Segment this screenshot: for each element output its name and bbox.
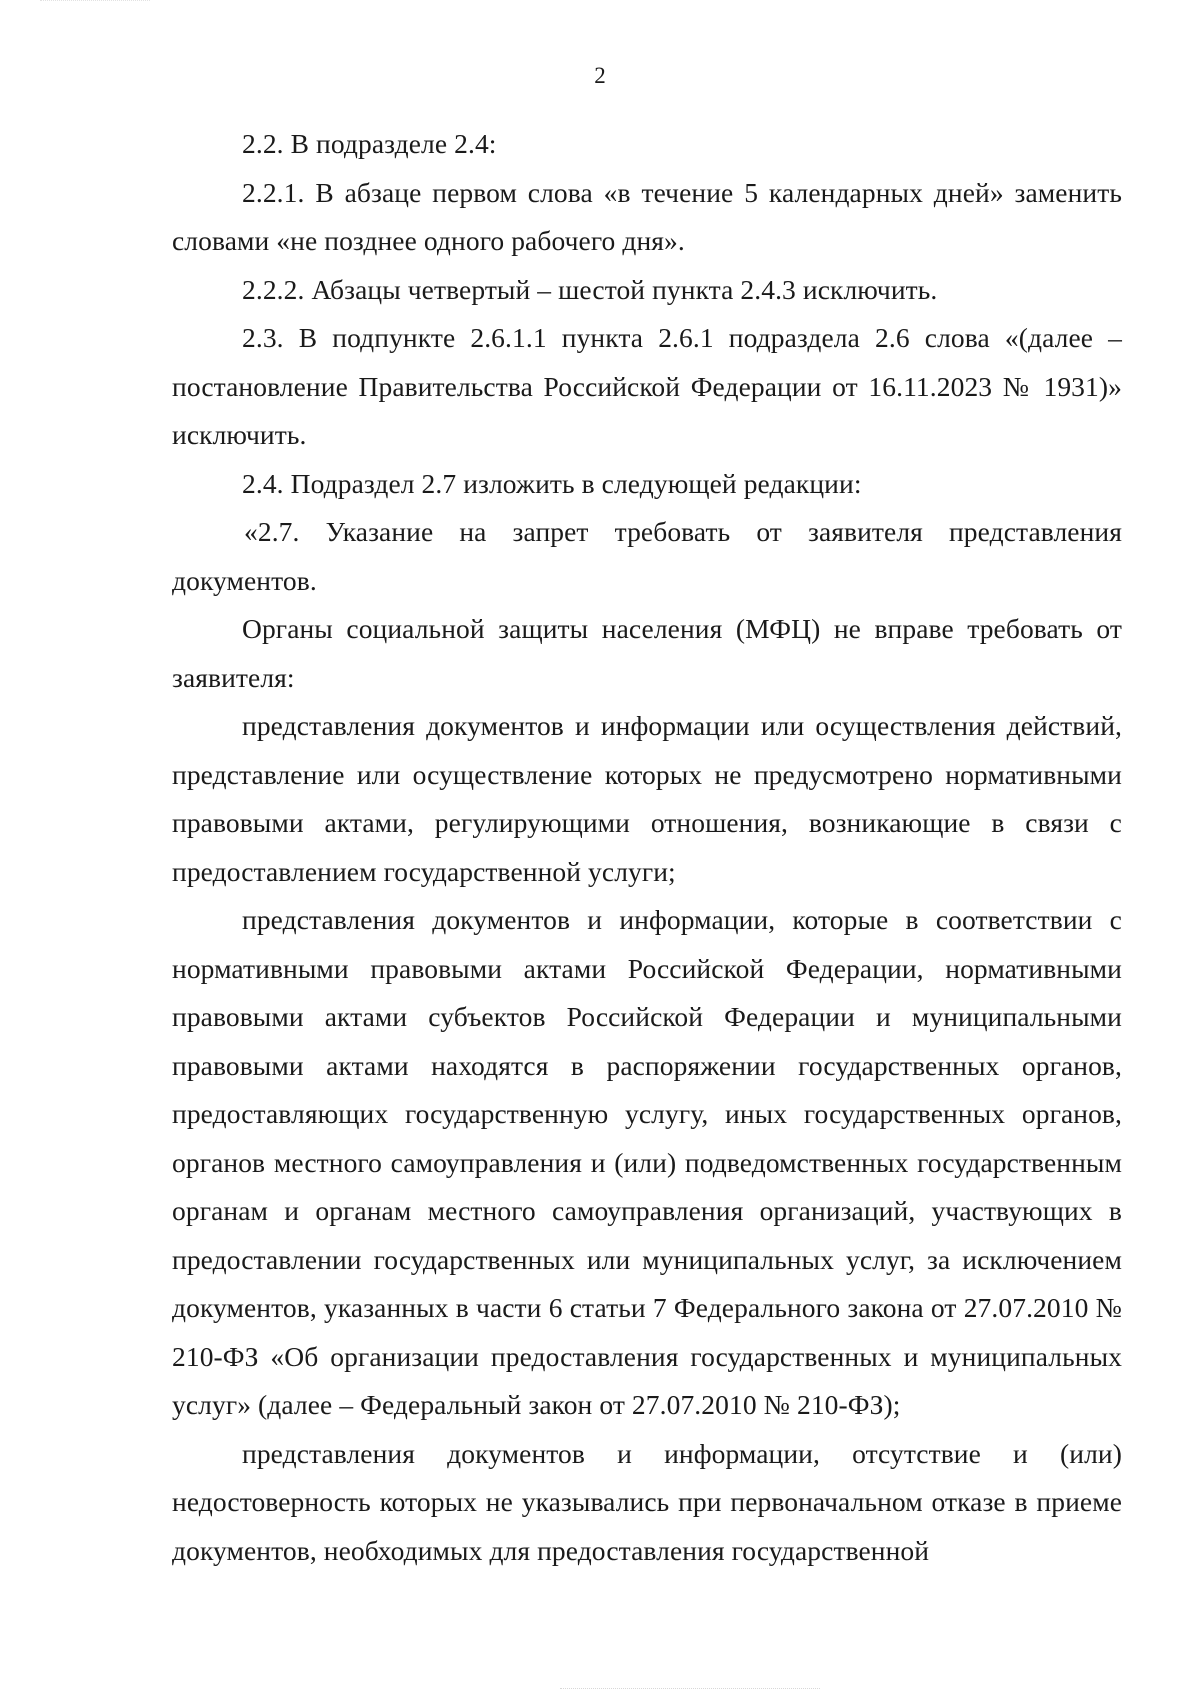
- paragraph-2-2-2: 2.2.2. Абзацы четвертый – шестой пункта 2.4.3 исключить.: [242, 273, 938, 305]
- paragraph-2-7-title: «2.7. Указание на запрет требовать от заявителя представления документов.: [172, 516, 1122, 596]
- page-number: 2: [594, 63, 606, 88]
- paragraph-item-1: представления документов и информации или осуществления действий, представление или осуществление которых не предусмотрено нормативными правовыми актами, регулирующими отношения, возникающие в связи с предоставлением государственной услуги;: [172, 710, 1122, 887]
- scan-artifact: [560, 1688, 820, 1693]
- paragraph-item-2: представления документов и информации, которые в соответствии с нормативными правовыми актами Российской Федерации, нормативными правовыми актами субъектов Российской Федерации и муниципальными правовыми актами находятся в распоряжении государственных органов, предоставляющих государственную услугу, иных государственных органов, органов местного самоуправления и (или) подведомственных государственным органам и органам местного самоуправления организаций, участвующих в предоставлении государственных или муниципальных услуг, за исключением документов, указанных в части 6 статьи 7 Федерального закона от 27.07.2010 № 210-ФЗ «Об организации предоставления государственных и муниципальных услуг» (далее – Федеральный закон от 27.07.2010 № 210-ФЗ);: [172, 904, 1122, 1420]
- scan-artifact: [40, 0, 150, 4]
- paragraph-2-2: 2.2. В подразделе 2.4:: [242, 128, 497, 159]
- paragraph-2-4: 2.4. Подраздел 2.7 изложить в следующей редакции:: [242, 467, 862, 499]
- document-body: [172, 120, 1122, 1575]
- paragraph-2-2-1: 2.2.1. В абзаце первом слова «в течение 5 календарных дней» заменить словами «не позднее одного рабочего дня».: [172, 176, 1122, 256]
- paragraph-2-3: 2.3. В подпункте 2.6.1.1 пункта 2.6.1 подраздела 2.6 слова «(далее – постановление Правительства Российской Федерации от 16.11.2023 № 1931)» исключить.: [172, 322, 1122, 450]
- paragraph-item-3: представления документов и информации, отсутствие и (или) недостоверность которых не указывались при первоначальном отказе в приеме документов, необходимых для предоставления государственной: [172, 1437, 1122, 1566]
- paragraph-organs: Органы социальной защиты населения (МФЦ) не вправе требовать от заявителя:: [172, 613, 1122, 693]
